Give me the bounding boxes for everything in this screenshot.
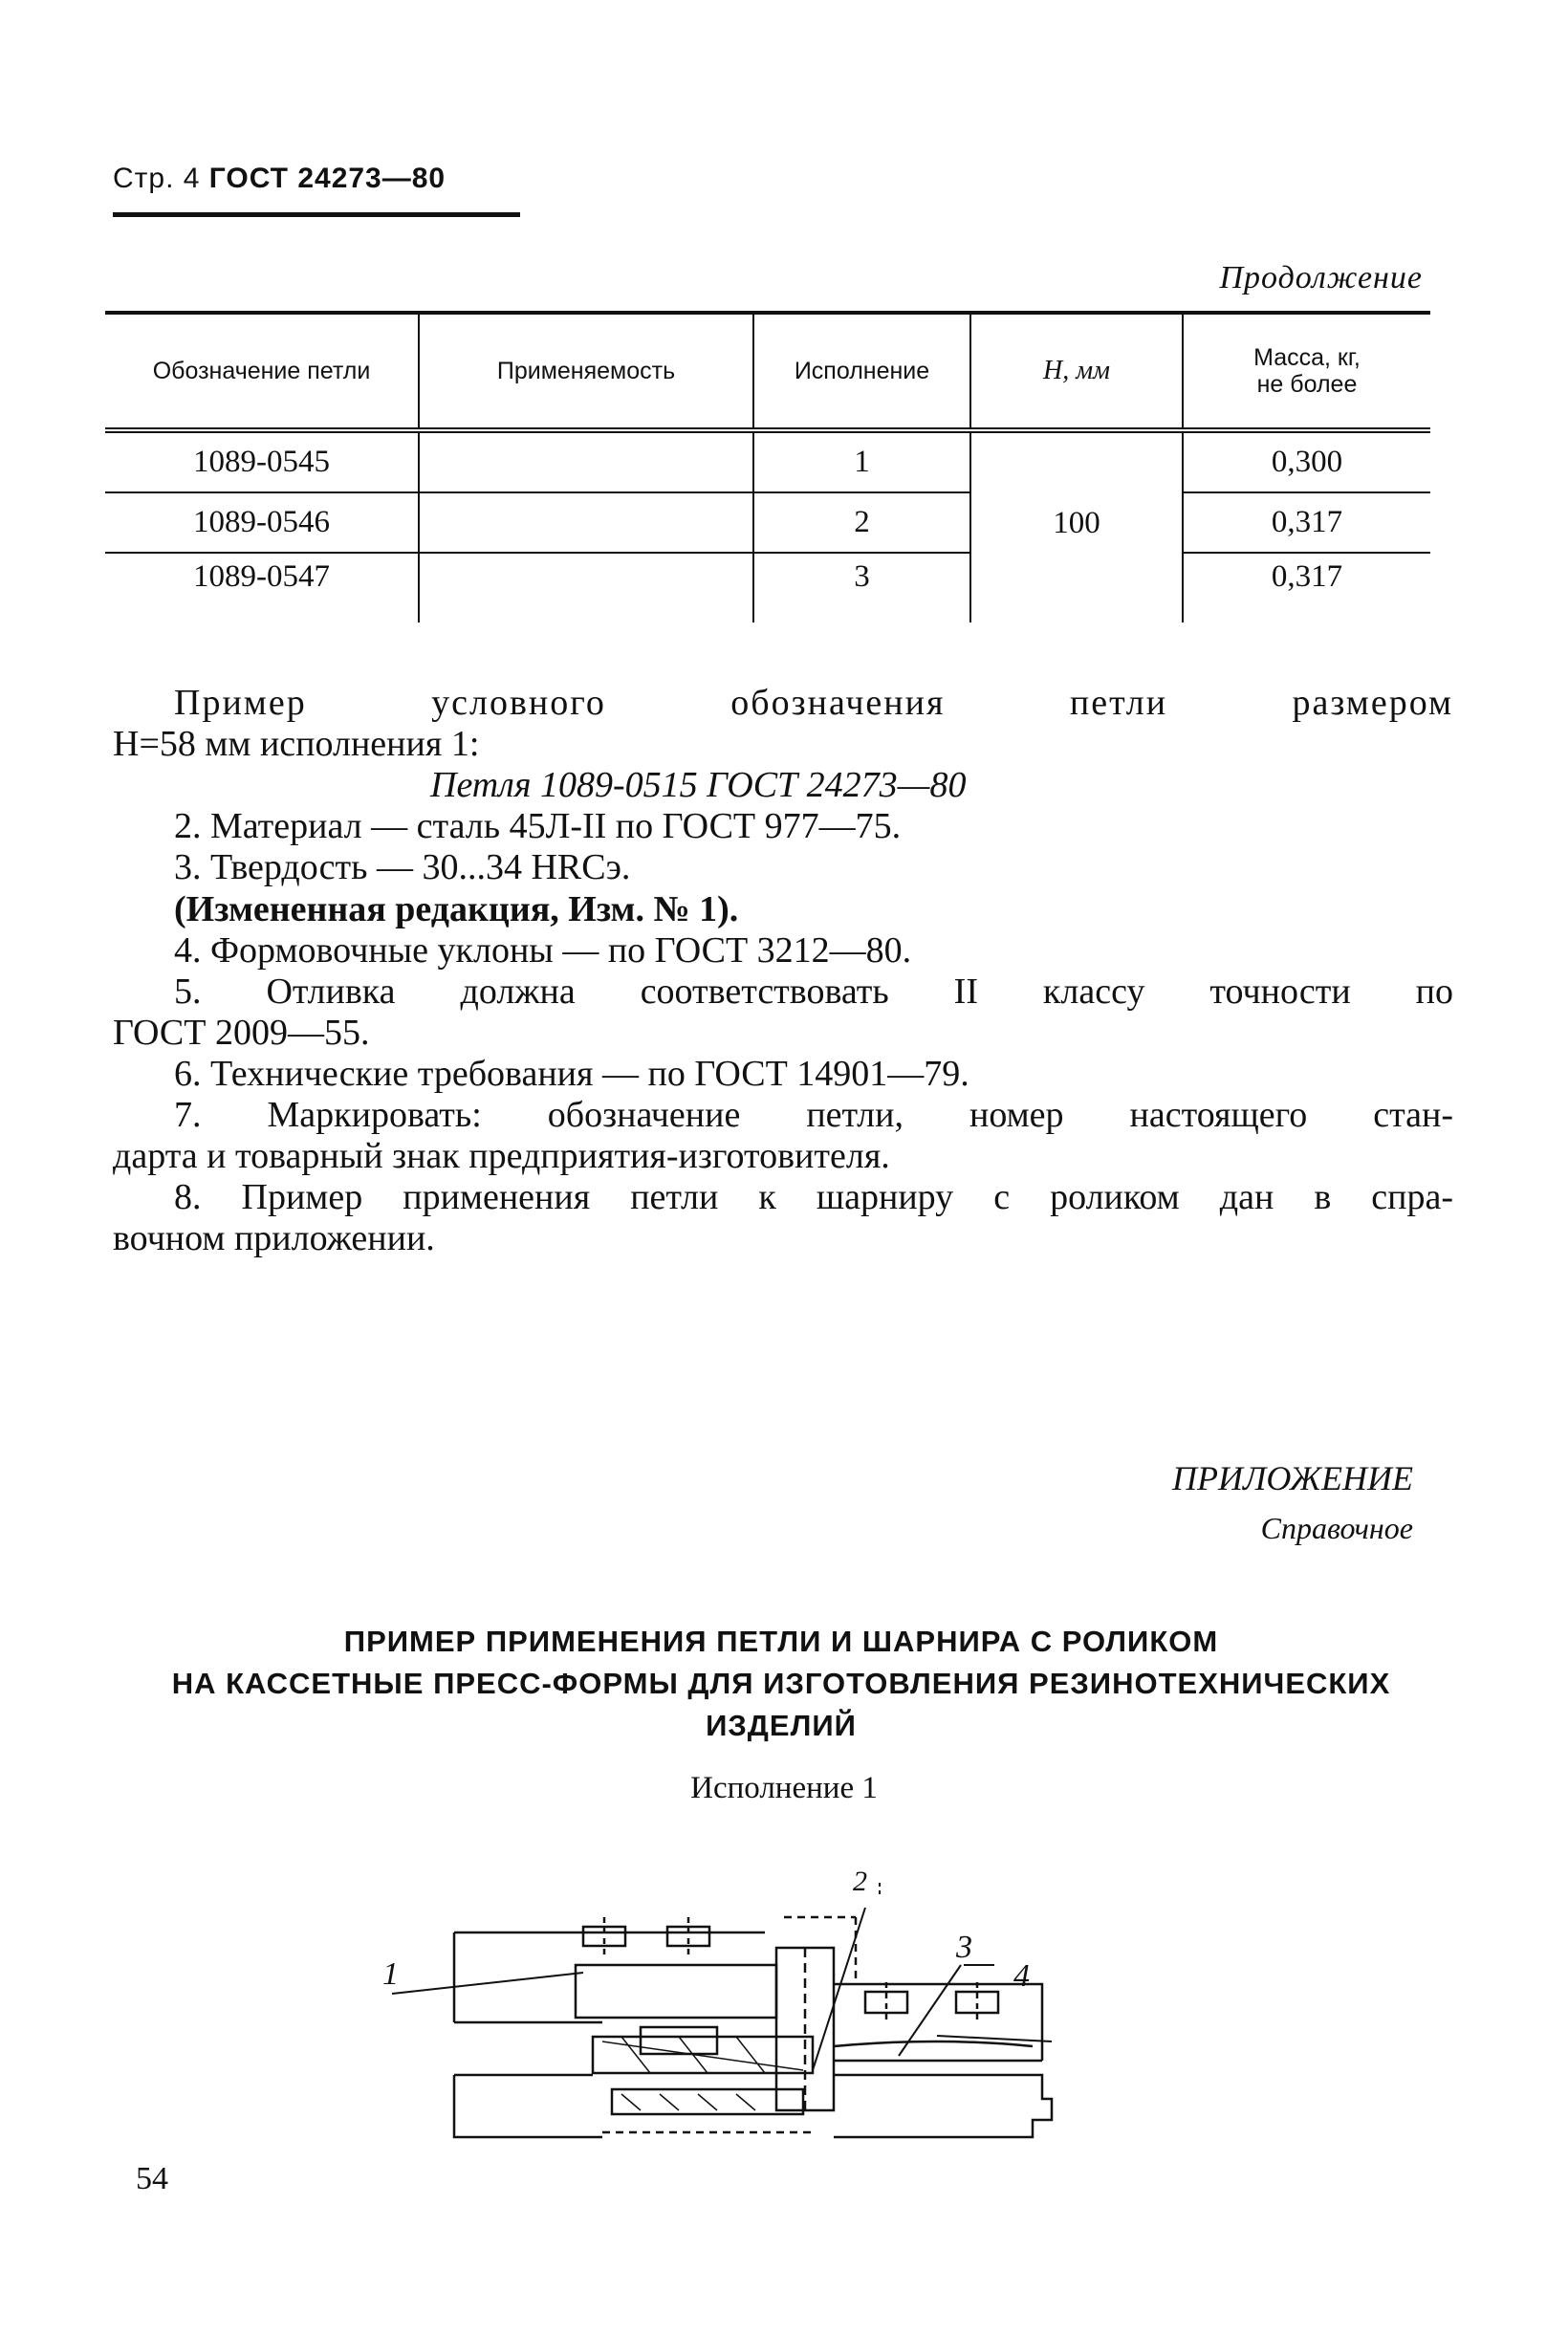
item8-word: с bbox=[993, 1177, 1011, 1217]
item-7-line1 bbox=[174, 1095, 1453, 1136]
appendix-title-line2: НА КАССЕТНЫЕ ПРЕСС-ФОРМЫ ДЛЯ ИЗГОТОВЛЕНИЯ РЕЗИНОТЕХНИЧЕСКИХ bbox=[171, 1667, 1391, 1700]
cell-mass: 0,317 bbox=[1183, 553, 1430, 622]
item7-word: обозначение bbox=[547, 1095, 741, 1135]
appendix-title-line3: ИЗДЕЛИЙ bbox=[706, 1709, 857, 1742]
cell-variant: 3 bbox=[753, 553, 970, 622]
item8-word: шарниру bbox=[816, 1177, 954, 1217]
continued-label: Продолжение bbox=[1219, 260, 1423, 295]
col-header-designation: Обозначение петли bbox=[105, 313, 419, 430]
col-header-mass bbox=[1183, 313, 1430, 430]
page-header bbox=[113, 163, 446, 195]
col-header-h bbox=[970, 313, 1183, 430]
standard-number: ГОСТ 24273—80 bbox=[208, 163, 446, 194]
callout-2: 2 bbox=[853, 1869, 867, 1897]
cell-applicability bbox=[419, 430, 753, 492]
drawing-axis bbox=[886, 1982, 977, 2022]
leader-line-1 bbox=[392, 1973, 583, 1994]
appendix-label: ПРИЛОЖЕНИЕ bbox=[1172, 1459, 1413, 1497]
cell-designation: 1089-0546 bbox=[105, 492, 419, 553]
cell-variant: 1 bbox=[753, 430, 970, 492]
example-word: Пример bbox=[174, 683, 307, 723]
example-word: размером bbox=[1292, 683, 1454, 723]
drawing-roller bbox=[641, 2027, 717, 2054]
example-word: петли bbox=[1069, 683, 1168, 723]
cell-mass: 0,317 bbox=[1183, 492, 1430, 553]
item7-word: стан- bbox=[1373, 1095, 1454, 1135]
page-number: 54 bbox=[136, 2161, 168, 2196]
drawing-line bbox=[454, 2075, 602, 2137]
cell-mass: 0,300 bbox=[1183, 430, 1430, 492]
example-word: условного bbox=[431, 683, 606, 723]
table-row bbox=[105, 430, 1430, 492]
item8-word: спра- bbox=[1371, 1177, 1454, 1217]
item-6: 6. Технические требования — по ГОСТ 14901—79. bbox=[174, 1054, 969, 1094]
item5-word: по bbox=[1415, 972, 1453, 1012]
item-5-line2: ГОСТ 2009—55. bbox=[113, 1013, 370, 1053]
item-5-line1 bbox=[174, 972, 1453, 1013]
col-header-h-label: H, мм bbox=[1043, 356, 1110, 385]
drawing-dashed bbox=[784, 1917, 856, 1984]
col-header-variant: Исполнение bbox=[753, 313, 970, 430]
header-rule bbox=[113, 212, 520, 217]
item-8-line1 bbox=[174, 1177, 1453, 1218]
item7-word: петли, bbox=[806, 1095, 904, 1135]
item5-word: классу bbox=[1042, 972, 1145, 1012]
col-header-mass-line2: не более bbox=[1256, 371, 1358, 398]
callout-1: 1 bbox=[382, 1956, 399, 1992]
col-header-applicability: Применяемость bbox=[419, 313, 753, 430]
item5-word: точности bbox=[1209, 972, 1351, 1012]
item8-word: роликом bbox=[1050, 1177, 1180, 1217]
drawing-block bbox=[576, 1965, 776, 2018]
appendix-kind: Справочное bbox=[1260, 1511, 1413, 1545]
callout-4: 4 bbox=[1013, 1958, 1030, 1994]
cell-applicability bbox=[419, 492, 753, 553]
item7-word: настоящего bbox=[1129, 1095, 1308, 1135]
example-designation: Петля 1089-0515 ГОСТ 24273—80 bbox=[430, 765, 967, 805]
item8-word: применения bbox=[403, 1177, 591, 1217]
variant-label: Исполнение 1 bbox=[690, 1771, 878, 1805]
cell-variant: 2 bbox=[753, 492, 970, 553]
hinge-assembly-drawing bbox=[363, 1869, 1205, 2147]
item-3: 3. Твердость — 30...34 HRCэ. bbox=[174, 847, 631, 887]
item8-word: 8. Пример bbox=[174, 1177, 363, 1217]
item5-word: II bbox=[953, 972, 978, 1012]
item-2: 2. Материал — сталь 45Л-II по ГОСТ 977—75. bbox=[174, 806, 902, 846]
item5-word: должна bbox=[460, 972, 576, 1012]
appendix-title bbox=[113, 1621, 1449, 1747]
cell-applicability bbox=[419, 553, 753, 622]
appendix-heading bbox=[1172, 1453, 1413, 1553]
example-line2: H=58 мм исполнения 1: bbox=[113, 724, 480, 764]
table-row bbox=[105, 492, 1430, 553]
table-header-row bbox=[105, 313, 1430, 430]
item8-word: в bbox=[1314, 1177, 1332, 1217]
col-header-mass-line1: Масса, кг, bbox=[1253, 344, 1361, 371]
drawing-axis bbox=[604, 1917, 688, 1955]
cell-designation: 1089-0545 bbox=[105, 430, 419, 492]
item7-word: 7. Маркировать: bbox=[174, 1095, 482, 1135]
drawing-line bbox=[834, 2075, 1052, 2137]
amendment-note: (Измененная редакция, Изм. № 1). bbox=[174, 889, 739, 929]
cell-designation: 1089-0547 bbox=[193, 559, 330, 594]
appendix-title-line1: ПРИМЕР ПРИМЕНЕНИЯ ПЕТЛИ И ШАРНИРА С РОЛИКОМ bbox=[343, 1625, 1219, 1658]
item8-word: петли bbox=[630, 1177, 719, 1217]
drawing-line bbox=[834, 2041, 1033, 2046]
item-8-line2: вочном приложении. bbox=[113, 1218, 435, 1258]
table-row bbox=[105, 553, 1430, 622]
item8-word: дан bbox=[1219, 1177, 1274, 1217]
item5-word: 5. Отливка bbox=[174, 972, 396, 1012]
item-4: 4. Формовочные уклоны — по ГОСТ 3212—80. bbox=[174, 930, 912, 971]
example-line1 bbox=[174, 683, 1453, 724]
example-word: обозначения bbox=[730, 683, 946, 723]
item8-word: к bbox=[758, 1177, 776, 1217]
item7-word: номер bbox=[969, 1095, 1064, 1135]
spec-table bbox=[105, 311, 1430, 622]
callout-3: 3 bbox=[956, 1930, 972, 1965]
item-7-line2: дарта и товарный знак предприятия-изготовителя. bbox=[113, 1136, 890, 1176]
drawing-hatch bbox=[621, 2094, 755, 2110]
cell-h-value: 100 bbox=[970, 430, 1183, 622]
page-label: Стр. 4 bbox=[113, 163, 201, 194]
item5-word: соответствовать bbox=[640, 972, 889, 1012]
